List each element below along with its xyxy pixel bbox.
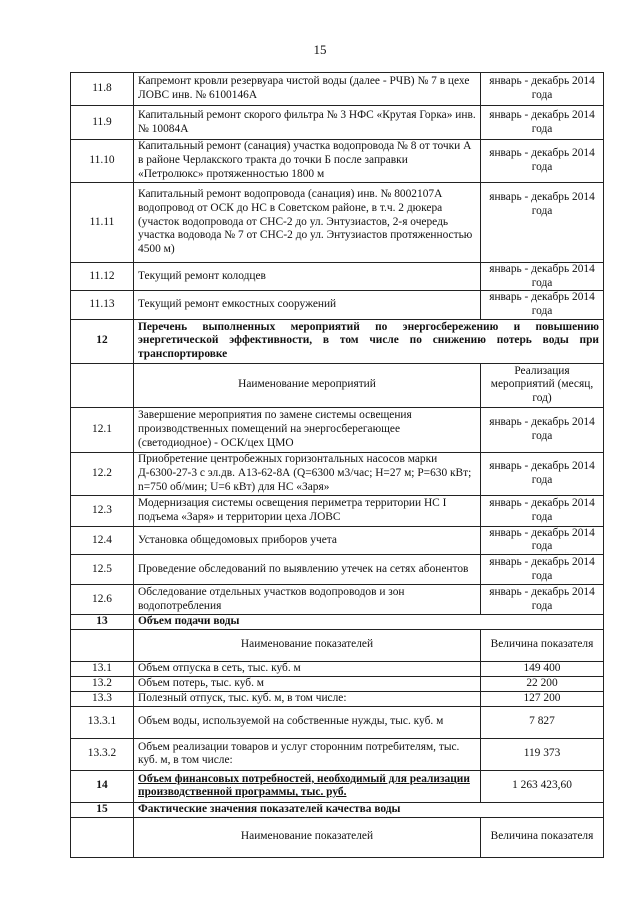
row-period: январь - декабрь 2014 года [481, 526, 604, 554]
row-description: Обследование отдельных участков водопроводов и зон водопотребления [134, 585, 481, 615]
row-number: 12.2 [71, 452, 134, 495]
table-row [71, 291, 604, 319]
table-row [71, 183, 604, 263]
row-description: Капитальный ремонт (санация) участка водопровода № 8 от точки А в районе Черлакского тракта до точки Б после заправки «Петролюкс» протяженностью 1800 м [134, 140, 481, 183]
row-period: январь - декабрь 2014 года [481, 585, 604, 615]
section-12-header [71, 319, 604, 363]
table-row [71, 495, 604, 526]
row-number: 13.3.2 [71, 738, 134, 770]
row-description: Полезный отпуск, тыс. куб. м, в том числе: [134, 691, 481, 706]
empty-cell [71, 629, 134, 661]
row-period: январь - декабрь 2014 года [481, 140, 604, 183]
section-number: 14 [71, 770, 134, 802]
row-number: 11.12 [71, 263, 134, 291]
row-number: 13.3.1 [71, 706, 134, 738]
row-value: 22 200 [481, 676, 604, 691]
column-header-name: Наименование мероприятий [134, 363, 481, 407]
row-number: 11.9 [71, 106, 134, 140]
table-row [71, 585, 604, 615]
row-description: Объем потерь, тыс. куб. м [134, 676, 481, 691]
table-row [71, 407, 604, 452]
section-13-columns [71, 629, 604, 661]
column-header-name: Наименование показателей [134, 817, 481, 857]
section-13-header [71, 615, 604, 630]
section-number: 15 [71, 802, 134, 817]
table-row [71, 706, 604, 738]
row-period: январь - декабрь 2014 года [481, 106, 604, 140]
row-description: Проведение обследований по выявлению утечек на сетях абонентов [134, 555, 481, 585]
empty-cell [71, 817, 134, 857]
row-number: 11.10 [71, 140, 134, 183]
table-row [71, 73, 604, 106]
table-row [71, 691, 604, 706]
row-description: Завершение мероприятия по замене системы освещения производственных помещений на энергосберегающее (светодиодное) - ОСК/цех ЦМО [134, 407, 481, 452]
row-number: 13.1 [71, 661, 134, 676]
section-12-columns [71, 363, 604, 407]
row-period: январь - декабрь 2014 года [481, 407, 604, 452]
section-title: Фактические значения показателей качества воды [134, 802, 604, 817]
table-row [71, 555, 604, 585]
table-row [71, 263, 604, 291]
column-header-value: Величина показателя [481, 629, 604, 661]
program-table [70, 72, 604, 858]
section-title: Объем финансовых потребностей, необходимый для реализации производственной программы, тыс. руб. [134, 770, 481, 802]
section-title: Объем подачи воды [134, 615, 604, 630]
section-number: 13 [71, 615, 134, 630]
section-14-row [71, 770, 604, 802]
row-description: Объем реализации товаров и услуг сторонним потребителям, тыс. куб. м, в том числе: [134, 738, 481, 770]
row-number: 13.2 [71, 676, 134, 691]
column-header-name: Наименование показателей [134, 629, 481, 661]
row-number: 13.3 [71, 691, 134, 706]
row-value: 149 400 [481, 661, 604, 676]
row-description: Модернизация системы освещения периметра территории НС I подъема «Заря» и территории цеха ЛОВС [134, 495, 481, 526]
section-value: 1 263 423,60 [481, 770, 604, 802]
row-period: январь - декабрь 2014 года [481, 291, 604, 319]
row-number: 12.6 [71, 585, 134, 615]
row-value: 7 827 [481, 706, 604, 738]
row-description: Объем отпуска в сеть, тыс. куб. м [134, 661, 481, 676]
column-header-period: Реализация мероприятий (месяц, год) [481, 363, 604, 407]
table-row [71, 140, 604, 183]
row-period: январь - декабрь 2014 года [481, 555, 604, 585]
row-description: Текущий ремонт колодцев [134, 263, 481, 291]
empty-cell [71, 363, 134, 407]
section-title: Перечень выполненных мероприятий по энергосбережению и повышению энергетической эффективности, в том числе по снижению потерь воды при транспортировке [134, 319, 604, 363]
section-15-header [71, 802, 604, 817]
section-15-columns [71, 817, 604, 857]
table-row [71, 661, 604, 676]
column-header-value: Величина показателя [481, 817, 604, 857]
row-number: 12.4 [71, 526, 134, 554]
row-number: 11.8 [71, 73, 134, 106]
row-number: 11.13 [71, 291, 134, 319]
table-row [71, 452, 604, 495]
row-description: Объем воды, используемой на собственные нужды, тыс. куб. м [134, 706, 481, 738]
row-period: январь - декабрь 2014 года [481, 452, 604, 495]
row-description: Приобретение центробежных горизонтальных насосов марки Д-6300-27-3 с эл.дв. А13-62-8А (Q=6300 м3/час; Н=27 м; Р=630 кВт; n=750 об/мин; U=6 кВт) для НС «Заря» [134, 452, 481, 495]
table-row [71, 676, 604, 691]
row-value: 127 200 [481, 691, 604, 706]
page-number: 15 [313, 42, 327, 57]
table-row [71, 526, 604, 554]
row-description: Текущий ремонт емкостных сооружений [134, 291, 481, 319]
row-number: 12.1 [71, 407, 134, 452]
row-number: 11.11 [71, 183, 134, 263]
row-period: январь - декабрь 2014 года [481, 263, 604, 291]
row-number: 12.3 [71, 495, 134, 526]
row-description: Установка общедомовых приборов учета [134, 526, 481, 554]
row-description: Капитальный ремонт водопровода (санация) инв. № 8002107А водопровод от ОСК до НС в Советском районе, в т.ч. 2 дюкера (участок водопровода от СНС-2 до ул. Энтузиастов, 2-я очередь участка водовода № 7 от СНС-2 до ул. Энтузиастов протяженностью 4500 м) [134, 183, 481, 263]
row-period: январь - декабрь 2014 года [481, 495, 604, 526]
section-number: 12 [71, 319, 134, 363]
row-value: 119 373 [481, 738, 604, 770]
row-description: Капитальный ремонт скорого фильтра № 3 НФС «Крутая Горка» инв. № 10084А [134, 106, 481, 140]
row-period: январь - декабрь 2014 года [481, 183, 604, 263]
row-description: Капремонт кровли резервуара чистой воды (далее - РЧВ) № 7 в цехе ЛОВС инв. № 6100146А [134, 73, 481, 106]
table-row [71, 106, 604, 140]
row-period: январь - декабрь 2014 года [481, 73, 604, 106]
table-row [71, 738, 604, 770]
row-number: 12.5 [71, 555, 134, 585]
